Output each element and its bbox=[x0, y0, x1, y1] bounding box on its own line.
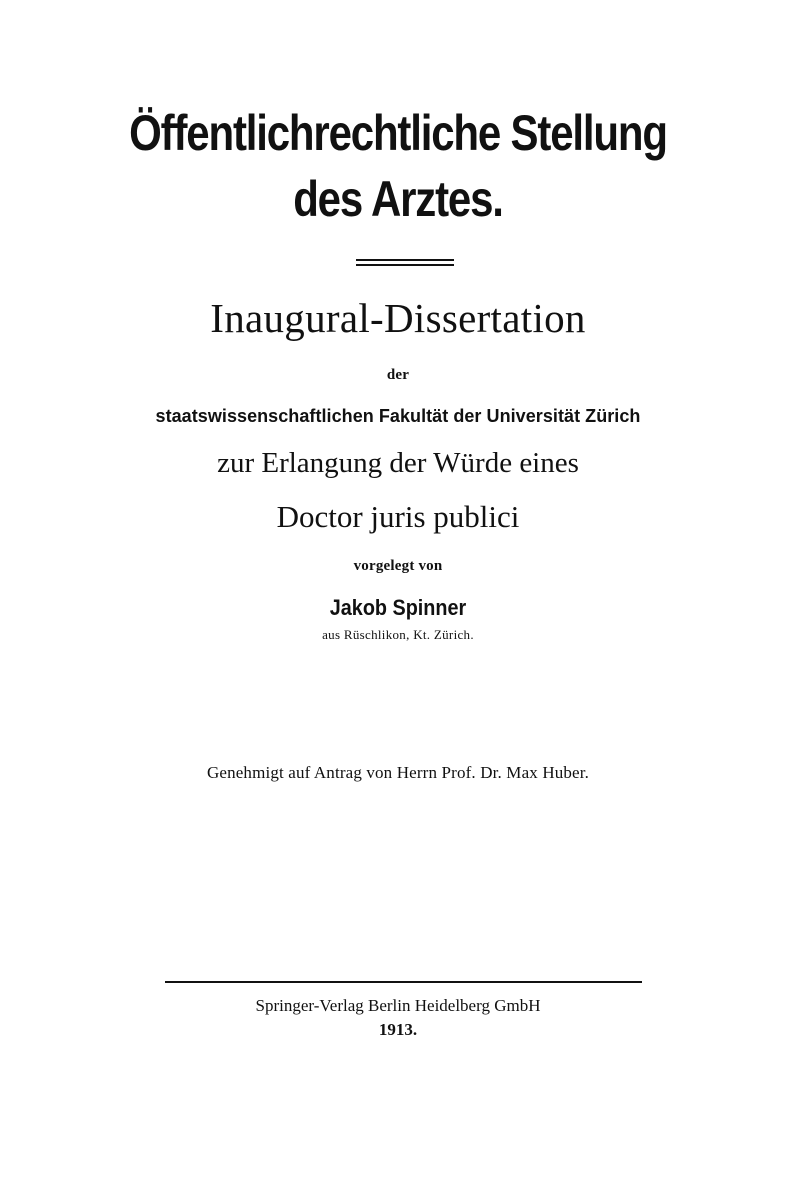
publication-year: 1913. bbox=[378, 1020, 418, 1039]
publisher-rule bbox=[165, 981, 642, 983]
document-title-line-2: des Arztes. bbox=[293, 171, 503, 227]
title-double-rule bbox=[356, 259, 454, 266]
document-title-line-1: Öffentlichrechtliche Stellung bbox=[129, 105, 667, 161]
der-label: der bbox=[386, 367, 410, 383]
approval-statement: Genehmigt auf Antrag von Herrn Prof. Dr. Max Huber. bbox=[206, 763, 590, 782]
degree-line-2: Doctor juris publici bbox=[276, 499, 520, 534]
degree-line-1: zur Erlangung der Würde eines bbox=[217, 447, 579, 479]
faculty-line: staatswissenschaftlichen Fakultät der Universität Zürich bbox=[155, 406, 641, 426]
author-origin: aus Rüschlikon, Kt. Zürich. bbox=[322, 627, 474, 642]
author-name: Jakob Spinner bbox=[329, 595, 467, 620]
presented-by-label: vorgelegt von bbox=[353, 558, 443, 574]
publisher-name: Springer-Verlag Berlin Heidelberg GmbH bbox=[255, 996, 541, 1015]
dissertation-heading: Inaugural-Dissertation bbox=[210, 295, 586, 341]
